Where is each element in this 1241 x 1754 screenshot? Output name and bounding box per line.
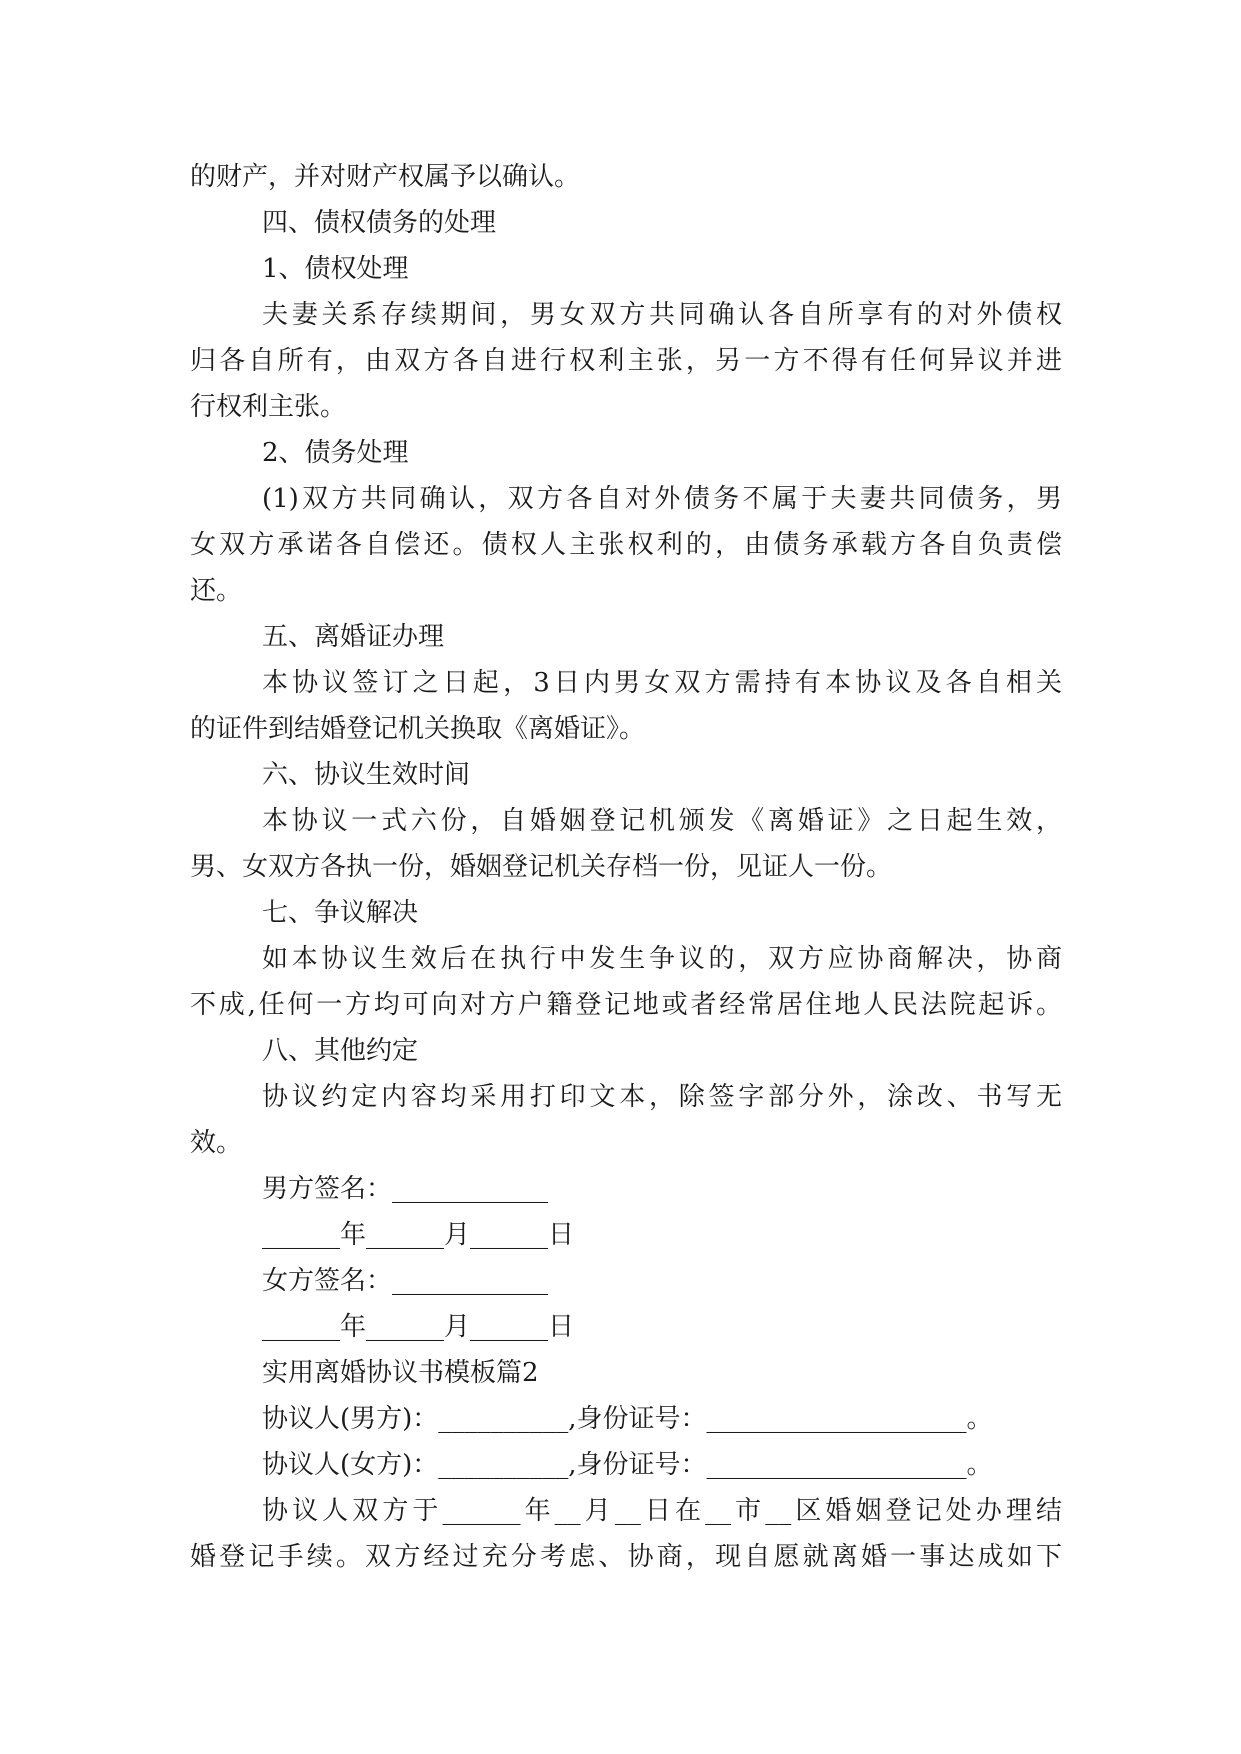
text-line: 协议约定内容均采用打印文本，除签字部分外，涂改、书写无 xyxy=(262,1082,1062,1112)
female-signature-line: 女方签名：____________ xyxy=(262,1266,549,1296)
text-line: 的财产，并对财产权属予以确认。 xyxy=(190,162,581,192)
text-line: 婚登记手续。双方经过充分考虑、协商，现自愿就离婚一事达成如下 xyxy=(190,1542,1062,1572)
document-page xyxy=(190,154,1062,1580)
female-party-line: 协议人(女方)：__________,身份证号：____________________。 xyxy=(262,1450,993,1480)
text-line: 2、债务处理 xyxy=(262,438,409,468)
text-line: 女双方承诺各自偿还。债权人主张权利的，由债务承载方各自负责偿 xyxy=(190,530,1062,560)
text-line: (1)双方共同确认，双方各自对外债务不属于夫妻共同债务，男 xyxy=(262,484,1062,514)
text-line: 五、离婚证办理 xyxy=(262,622,445,652)
text-line: 如本协议生效后在执行中发生争议的，双方应协商解决，协商 xyxy=(262,944,1062,974)
text-line: 男、女双方各执一份，婚姻登记机关存档一份，见证人一份。 xyxy=(190,852,893,882)
female-date-line: ______年______月______日 xyxy=(262,1312,575,1342)
male-signature-line: 男方签名：____________ xyxy=(262,1174,549,1204)
text-line: 1、债权处理 xyxy=(262,254,409,284)
section-title: 实用离婚协议书模板篇2 xyxy=(262,1358,539,1388)
text-line: 六、协议生效时间 xyxy=(262,760,471,790)
text-line: 行权利主张。 xyxy=(190,392,347,422)
text-line: 效。 xyxy=(190,1128,243,1158)
text-line: 还。 xyxy=(190,576,243,606)
text-line: 夫妻关系存续期间，男女双方共同确认各自所享有的对外债权 xyxy=(262,300,1062,330)
text-line: 四、债权债务的处理 xyxy=(262,208,497,238)
text-line: 的证件到结婚登记机关换取《离婚证》。 xyxy=(190,714,646,744)
text-line: 归各自所有，由双方各自进行权利主张，另一方不得有任何异议并进 xyxy=(190,346,1062,376)
text-line: 七、争议解决 xyxy=(262,898,419,928)
text-line: 八、其他约定 xyxy=(262,1036,419,1066)
text-line: 本协议签订之日起，3日内男女双方需持有本协议及各自相关 xyxy=(262,668,1062,698)
text-line: 不成,任何一方均可向对方户籍登记地或者经常居住地人民法院起诉。 xyxy=(190,990,1062,1020)
male-date-line: ______年______月______日 xyxy=(262,1220,575,1250)
male-party-line: 协议人(男方)：__________,身份证号：____________________。 xyxy=(262,1404,993,1434)
text-line: 协议人双方于______年__月__日在__市__区婚姻登记处办理结 xyxy=(262,1496,1062,1526)
text-line: 本协议一式六份，自婚姻登记机颁发《离婚证》之日起生效， xyxy=(262,806,1062,836)
